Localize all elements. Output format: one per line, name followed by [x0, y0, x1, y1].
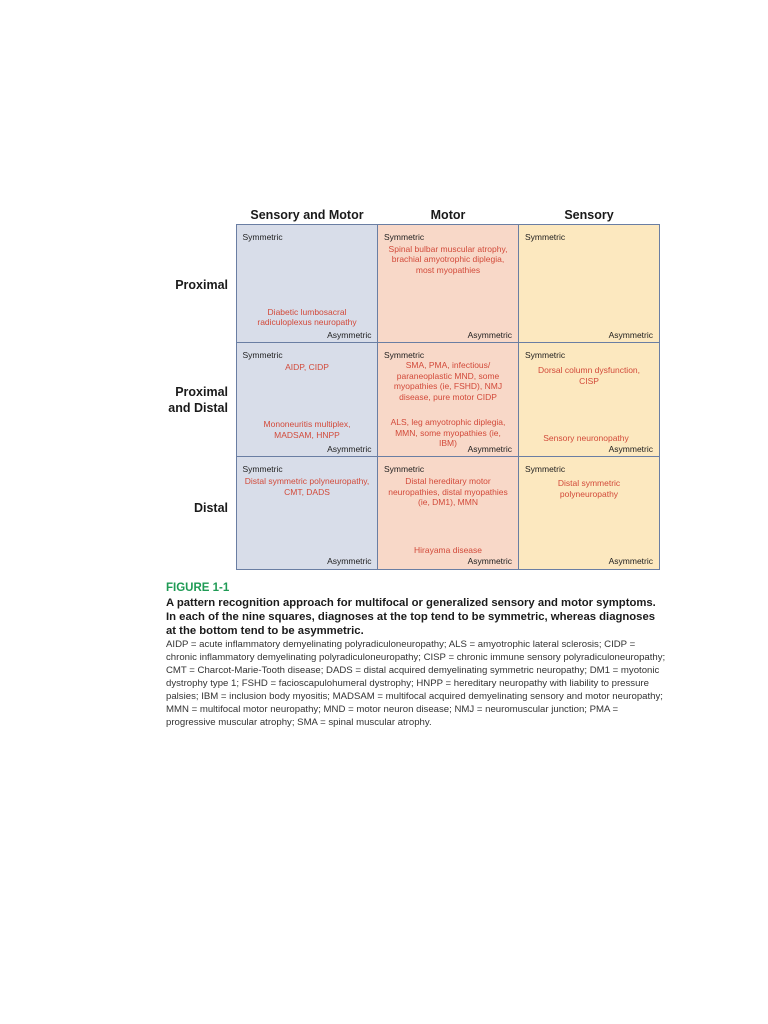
cell-proximal-distal-sensory-motor — [236, 342, 379, 458]
diagnosis-text-top: Dorsal column dysfunction, CISP — [537, 365, 641, 386]
column-header-motor: Motor — [430, 208, 466, 222]
diagnosis-text-bottom: Sensory neuronopathy — [543, 433, 629, 443]
asymmetric-label: Asymmetric — [467, 556, 512, 566]
cell-proximal-motor — [377, 224, 519, 344]
asymmetric-label: Asymmetric — [327, 329, 372, 340]
asymmetric-label: Asymmetric — [327, 556, 372, 566]
row-header-proximal-distal: Proximal and Distal — [168, 385, 228, 415]
asymmetric-label: Asymmetric — [608, 556, 653, 566]
cell-distal-sensory-motor — [236, 456, 379, 570]
symmetric-label: Symmetric — [242, 231, 283, 242]
diagnosis-text-top: Distal symmetric polyneuropathy — [557, 478, 621, 499]
cell-proximal-sensory — [518, 224, 660, 344]
symmetric-label: Symmetric — [525, 350, 566, 360]
asymmetric-label: Asymmetric — [467, 329, 512, 340]
symmetric-label: Symmetric — [242, 464, 283, 474]
symmetric-label: Symmetric — [384, 231, 425, 242]
figure-label: FIGURE 1-1 — [166, 582, 230, 594]
diagnosis-text-top: AIDP, CIDP — [285, 362, 329, 372]
cell-proximal-distal-motor — [377, 342, 519, 458]
asymmetric-label: Asymmetric — [608, 329, 653, 340]
pattern-grid — [236, 224, 660, 570]
diagnosis-text-top: SMA, PMA, infectious/ paraneoplastic MND, some myopathies (ie, FSHD), NMJ disease, pure motor CIDP — [393, 360, 503, 402]
diagnosis-text-top: Distal hereditary motor neuropathies, distal myopathies (ie, DM1), MMN — [388, 476, 508, 507]
cell-distal-motor — [377, 456, 519, 570]
cell-distal-sensory — [518, 456, 660, 570]
asymmetric-label: Asymmetric — [608, 444, 653, 454]
figure-title: A pattern recognition approach for multifocal or generalized sensory and motor symptoms. In each of the nine squares, diagnoses at the top tend to be symmetric, whereas diagnoses at the bottom tend to be asymmetric. — [166, 597, 656, 637]
diagnosis-text-bottom: ALS, leg amyotrophic diplegia, MMN, some myopathies (ie, IBM) — [390, 417, 506, 448]
symmetric-label: Symmetric — [525, 231, 566, 242]
cell-proximal-distal-sensory — [518, 342, 660, 458]
symmetric-label: Symmetric — [525, 464, 566, 474]
diagnosis-text-top: Spinal bulbar muscular atrophy, brachial amyotrophic diplegia, most myopathies — [388, 243, 508, 275]
symmetric-label: Symmetric — [242, 350, 283, 360]
symmetric-label: Symmetric — [384, 350, 425, 360]
cell-proximal-sensory-motor — [236, 224, 379, 344]
column-header-sensory-motor: Sensory and Motor — [250, 208, 364, 222]
diagnosis-text-bottom: Hirayama disease — [413, 545, 483, 555]
diagnosis-text-bottom: Diabetic lumbosacral radiculoplexus neuropathy — [257, 306, 357, 327]
asymmetric-label: Asymmetric — [467, 444, 512, 454]
row-header-proximal: Proximal — [175, 278, 228, 292]
column-header-sensory: Sensory — [564, 208, 614, 222]
asymmetric-label: Asymmetric — [327, 444, 372, 454]
diagnosis-text-top: Distal symmetric polyneuropathy, CMT, DADS — [244, 476, 370, 497]
diagnosis-text-bottom: Mononeuritis multiplex, MADSAM, HNPP — [263, 419, 351, 440]
figure-legend: AIDP = acute inflammatory demyelinating polyradiculoneuropathy; ALS = amyotrophic lateral sclerosis; CIDP = chronic inflammatory demyelinating polyradiculoneuropathy; CISP = chronic immune sensory polyradiculoneuropathy; CMT = Charcot-Marie-Tooth disease; DADS = distal acquired demyelinating symmetric neuropathy; DM1 = myotonic dystrophy type 1; FSHD = facioscapulohumeral dystrophy; HNPP = hereditary neuropathy with liability to pressure palsies; IBM = inclusion body myositis; MADSAM = multifocal acquired demyelinating sensory and motor neuropathy; MMN = multifocal motor neuropathy; MND = motor neuron disease; NMJ = neuromuscular junction; PMA = progressive muscular atrophy; SMA = spinal muscular atrophy. — [166, 639, 666, 728]
symmetric-label: Symmetric — [384, 464, 425, 474]
row-header-distal: Distal — [193, 501, 228, 515]
